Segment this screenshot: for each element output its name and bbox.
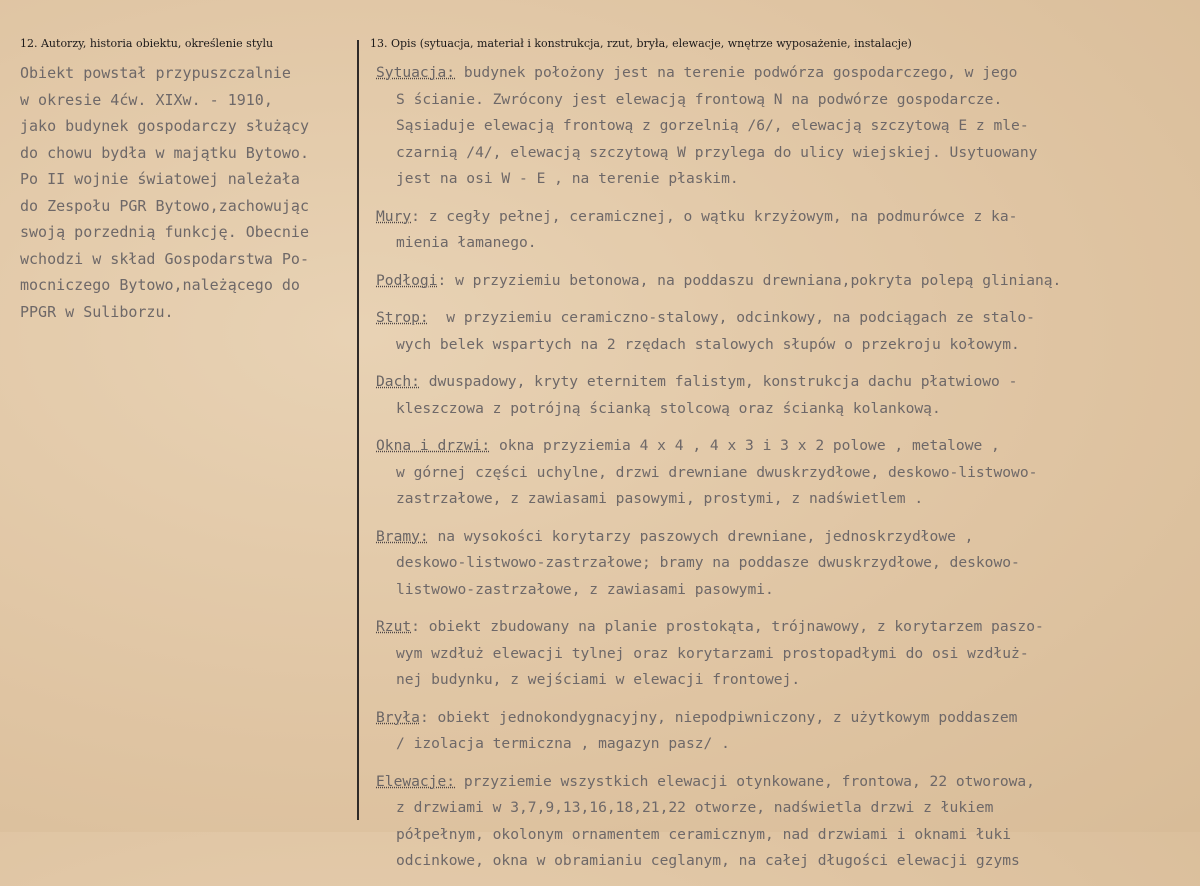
- history-line: swoją porzednią funkcję. Obecnie: [20, 223, 309, 241]
- section-first-line: [376, 60, 1186, 87]
- section-continuation-line: nej budynku, z wejściami w elewacji frontowej.: [396, 671, 801, 688]
- section-text: : w przyziemiu betonowa, na poddaszu drewniana,pokryta polepą glinianą.: [437, 271, 1062, 289]
- section-continuation-line: jest na osi W - E , na terenie płaskim.: [396, 170, 739, 187]
- description-section: [376, 614, 1186, 694]
- section-first-line: [376, 305, 1186, 332]
- section-text: : obiekt jednokondygnacyjny, niepodpiwniczony, z użytkowym poddaszem: [419, 708, 1018, 726]
- section-text: w przyziemiu ceramiczno-stalowy, odcinkowy, na podciągach ze stalo-: [428, 309, 1035, 326]
- section-continuation-line: odcinkowe, okna w obramianiu ceglanym, na całej długości elewacji gzyms: [396, 852, 1020, 869]
- section-continuation-line: półpełnym, okolonym ornamentem ceramicznym, nad drzwiami i oknami łuki: [396, 825, 1012, 843]
- history-line: w okresie 4ćw. XIXw. - 1910,: [20, 90, 273, 109]
- section-continuation-line: S ścianie. Zwrócony jest elewacją frontową N na podwórze gospodarcze.: [396, 90, 1003, 108]
- description-heading: 13. Opis (sytuacja, materiał i konstrukcja, rzut, bryła, elewacje, wnętrze wyposażenie, instalacje): [370, 37, 912, 50]
- section-continuation-line: kleszczowa z potrójną ścianką stolcową oraz ścianką kolankową.: [396, 399, 941, 417]
- section-first-line: [376, 614, 1186, 641]
- description-section: [376, 433, 1186, 513]
- section-keyword: Okna i drzwi:: [376, 437, 491, 454]
- description-section: [376, 524, 1186, 604]
- section-continuation-line: deskowo-listwowo-zastrzałowe; bramy na poddasze dwuskrzydłowe, deskowo-: [396, 554, 1020, 571]
- section-keyword: Dach:: [376, 373, 420, 390]
- section-keyword: Podłogi: [376, 271, 438, 289]
- description-section: [376, 204, 1186, 257]
- description-section: [376, 305, 1186, 358]
- description-section: [376, 60, 1186, 193]
- section-continuation-line: wych belek wspartych na 2 rzędach stalowych słupów o przekroju kołowym.: [396, 335, 1020, 353]
- section-keyword: Mury: [376, 207, 412, 225]
- section-text: : z cegły pełnej, ceramicznej, o wątku krzyżowym, na podmurówce z ka-: [411, 207, 1018, 225]
- description-section: [376, 369, 1186, 422]
- section-first-line: [376, 268, 1186, 295]
- section-text: budynek położony jest na terenie podwórza gospodarczego, w jego: [455, 64, 1018, 81]
- history-text: [20, 60, 350, 325]
- section-keyword: Strop:: [376, 309, 429, 326]
- section-continuation-line: wym wzdłuż elewacji tylnej oraz korytarzami prostopadłymi do osi wzdłuż-: [396, 644, 1029, 662]
- section-keyword: Bryła: [376, 708, 420, 726]
- section-text: : obiekt zbudowany na planie prostokąta, trójnawowy, z korytarzem paszo-: [411, 618, 1044, 635]
- history-line: do Zespołu PGR Bytowo,zachowując: [20, 196, 309, 215]
- section-continuation-line: / izolacja termiczna , magazyn pasz/ .: [396, 735, 730, 752]
- section-keyword: Sytuacja:: [376, 64, 456, 81]
- history-line: mocniczego Bytowo,należącego do: [20, 276, 300, 294]
- description-section: [376, 769, 1186, 875]
- section-keyword: Bramy:: [376, 527, 429, 545]
- section-continuation-line: Sąsiaduje elewacją frontową z gorzelnią /6/, elewacją szczytową E z mle-: [396, 117, 1029, 134]
- section-keyword: Rzut: [376, 618, 412, 635]
- history-line: Obiekt powstał przypuszczalnie: [20, 64, 291, 82]
- section-first-line: [376, 524, 1186, 551]
- history-heading: 12. Autorzy, historia obiektu, określenie stylu: [20, 37, 274, 50]
- column-divider: [357, 40, 359, 820]
- section-first-line: [376, 769, 1186, 796]
- description-section: [376, 705, 1186, 758]
- section-first-line: [376, 369, 1186, 396]
- section-continuation-line: czarnią /4/, elewacją szczytową W przylega do ulicy wiejskiej. Usytuowany: [396, 143, 1038, 161]
- section-continuation-line: listwowo-zastrzałowe, z zawiasami pasowymi.: [396, 580, 774, 598]
- description-section: [376, 268, 1186, 295]
- description-text: [376, 60, 1186, 886]
- history-line: wchodzi w skład Gospodarstwa Po-: [20, 249, 309, 268]
- history-line: jako budynek gospodarczy służący: [20, 117, 309, 135]
- section-continuation-line: mienia łamanego.: [396, 234, 537, 251]
- section-text: przyziemie wszystkich elewacji otynkowane, frontowa, 22 otworowa,: [455, 772, 1035, 790]
- section-first-line: [376, 705, 1186, 732]
- section-continuation-line: zastrzałowe, z zawiasami pasowymi, prostymi, z nadświetlem .: [396, 490, 924, 507]
- section-text: okna przyziemia 4 x 4 , 4 x 3 i 3 x 2 polowe , metalowe ,: [490, 437, 1000, 454]
- section-first-line: [376, 204, 1186, 231]
- section-continuation-line: w górnej części uchylne, drzwi drewniane dwuskrzydłowe, deskowo-listwowo-: [396, 463, 1038, 481]
- section-first-line: [376, 433, 1186, 460]
- history-line: PPGR w Suliborzu.: [20, 302, 174, 321]
- history-line: do chowu bydła w majątku Bytowo.: [20, 143, 309, 162]
- history-line: Po II wojnie światowej należała: [20, 170, 300, 188]
- section-text: dwuspadowy, kryty eternitem falistym, konstrukcja dachu płatwiowo -: [419, 373, 1018, 390]
- section-text: na wysokości korytarzy paszowych drewniane, jednoskrzydłowe ,: [428, 527, 974, 545]
- section-keyword: Elewacje:: [376, 772, 456, 790]
- section-continuation-line: z drzwiami w 3,7,9,13,16,18,21,22 otworze, nadświetla drzwi z łukiem: [396, 799, 994, 816]
